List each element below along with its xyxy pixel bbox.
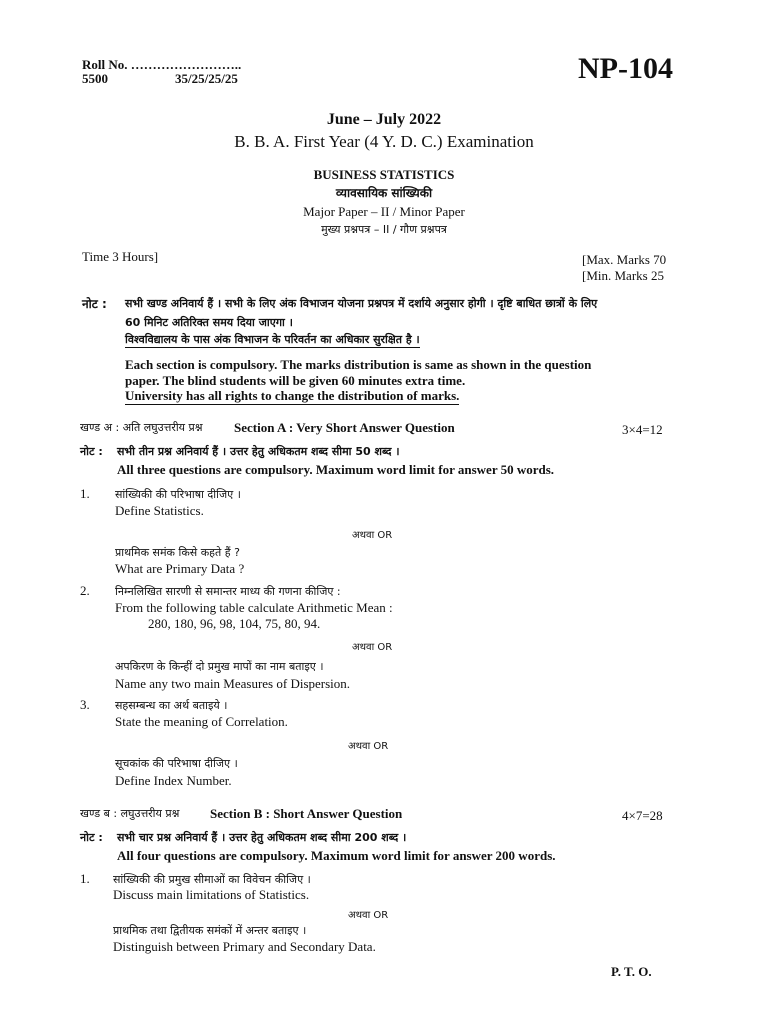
question-hindi: सांख्यिकी की परिभाषा दीजिए । xyxy=(115,488,241,501)
question-english: What are Primary Data ? xyxy=(115,561,245,576)
exam-session: June – July 2022 xyxy=(326,111,442,128)
section-a-note-label: नोट : xyxy=(80,445,103,458)
subject-english: BUSINESS STATISTICS xyxy=(313,167,455,182)
question-hindi: सहसम्बन्ध का अर्थ बताइये । xyxy=(115,699,228,712)
section-a-heading-hindi: खण्ड अ : अति लघुउत्तरीय प्रश्न xyxy=(80,421,203,434)
paper-english: Major Paper – II / Minor Paper xyxy=(303,204,465,219)
series-code: 35/25/25/25 xyxy=(175,71,238,86)
section-b-heading-hindi: खण्ड ब : लघुउत्तरीय प्रश्न xyxy=(80,807,180,820)
section-a-note-hindi: सभी तीन प्रश्न अनिवार्य हैं । उत्तर हेतु अधिकतम शब्द सीमा 50 शब्द । xyxy=(117,445,400,458)
question-hindi: प्राथमिक तथा द्वितीयक समंकों में अन्तर बताइए । xyxy=(113,924,307,937)
note-hindi-line-1: सभी खण्ड अनिवार्य हैं । सभी के लिए अंक विभाजन योजना प्रश्नपत्र में दर्शाये अनुसार होगी । दृष्टि बाधित छात्रों के लिए xyxy=(125,297,598,310)
section-b-heading: Section B : Short Answer Question xyxy=(210,806,403,821)
section-a-heading: Section A : Very Short Answer Question xyxy=(234,420,455,435)
question-hindi: अपकिरण के किन्हीं दो प्रमुख मापों का नाम बताइए । xyxy=(115,660,324,673)
question-number: 2. xyxy=(80,583,90,598)
question-hindi: सांख्यिकी की प्रमुख सीमाओं का विवेचन कीजिए । xyxy=(113,873,311,886)
time-allowed: Time 3 Hours] xyxy=(82,249,159,264)
section-b-marks: 4×7=28 xyxy=(622,808,663,823)
or-separator: अथवा OR xyxy=(348,741,389,752)
note-english-line-3: University has all rights to change the distribution of marks. xyxy=(125,388,460,403)
question-number: 1. xyxy=(80,486,90,501)
or-separator: अथवा OR xyxy=(352,642,393,653)
note-label: नोट : xyxy=(82,297,107,311)
section-a-marks: 3×4=12 xyxy=(622,422,663,437)
data-values: 280, 180, 96, 98, 104, 75, 80, 94. xyxy=(148,616,321,631)
question-english: Define Index Number. xyxy=(115,773,232,788)
max-marks: [Max. Marks 70 xyxy=(582,252,667,267)
exam-title: B. B. A. First Year (4 Y. D. C.) Examination xyxy=(234,132,534,151)
question-english: State the meaning of Correlation. xyxy=(115,714,288,729)
question-english: Distinguish between Primary and Secondary Data. xyxy=(113,939,376,954)
section-b-note-hindi: सभी चार प्रश्न अनिवार्य हैं । उत्तर हेतु अधिकतम शब्द सीमा 200 शब्द । xyxy=(117,831,407,844)
question-hindi: सूचकांक की परिभाषा दीजिए । xyxy=(115,757,238,770)
or-separator: अथवा OR xyxy=(348,910,389,921)
pto-marker: P. T. O. xyxy=(611,964,652,979)
roll-no: Roll No. …………………….. xyxy=(82,57,242,72)
subject-hindi: व्यावसायिक सांख्यिकी xyxy=(335,186,433,200)
question-english: From the following table calculate Arithmetic Mean : xyxy=(115,600,393,615)
question-number: 1. xyxy=(80,871,90,886)
section-b-note-label: नोट : xyxy=(80,831,103,844)
note-hindi-line-3: विश्वविद्यालय के पास अंक विभाजन के परिवर्तन का अधिकार सुरक्षित है । xyxy=(125,333,420,346)
or-separator: अथवा OR xyxy=(352,530,393,541)
question-number: 3. xyxy=(80,697,90,712)
question-hindi: प्राथमिक समंक किसे कहते हैं ? xyxy=(115,546,240,559)
note-english-line-2: paper. The blind students will be given 60 minutes extra time. xyxy=(125,373,466,388)
note-hindi-line-2: 60 मिनिट अतिरिक्त समय दिया जाएगा । xyxy=(125,316,293,329)
question-english: Name any two main Measures of Dispersion. xyxy=(115,676,351,691)
question-english: Define Statistics. xyxy=(115,503,204,518)
question-english: Discuss main limitations of Statistics. xyxy=(113,887,310,902)
note-english-line-1: Each section is compulsory. The marks distribution is same as shown in the question xyxy=(125,357,592,372)
section-a-note-english: All three questions are compulsory. Maximum word limit for answer 50 words. xyxy=(117,462,555,477)
section-b-note-english: All four questions are compulsory. Maximum word limit for answer 200 words. xyxy=(117,848,556,863)
min-marks: [Min. Marks 25 xyxy=(582,268,664,283)
question-hindi: निम्नलिखित सारणी से समान्तर माध्य की गणना कीजिए : xyxy=(115,585,341,598)
paper-code: NP-104 xyxy=(578,52,673,85)
paper-hindi: मुख्य प्रश्नपत्र – II / गौण प्रश्नपत्र xyxy=(321,223,447,236)
paper-number: 5500 xyxy=(82,71,108,86)
